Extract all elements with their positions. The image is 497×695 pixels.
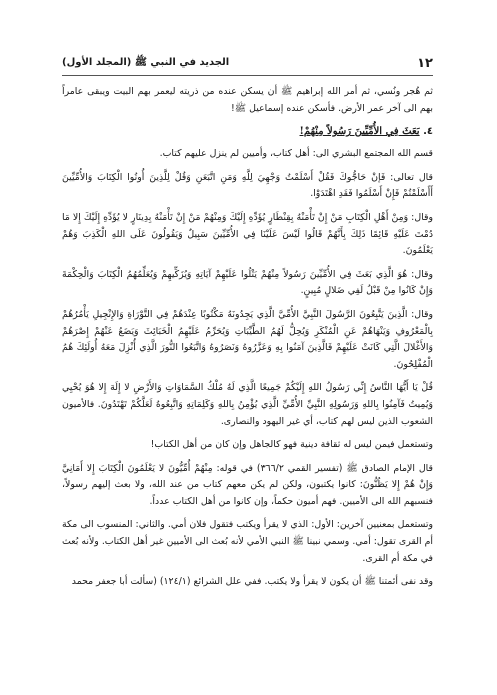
- page-number: ١٢: [417, 55, 433, 71]
- section-title: بَعَثَ فِي الأُمِّيِّينَ رَسُولاً مِنْهُمْ!: [299, 126, 420, 138]
- paragraph: قال الإمام الصادق ﷺ (تفسير القمي ٣٦٦/٢) في قوله: مِنْهُمْ أُمِّيُّونَ لا يَعْلَمُونَ الْكِتَابَ إِلا أَمَانِيَّ وَإِنْ هُمْ إِلا يَظُنُّونَ: كانوا يكتبون، ولكن لم يكن معهم كتاب من عند الله، ولا بعث إليهم رسولاً، فنسبهم الله الى الأميين. فهم أميون حكماً، وإن كانوا من أهل الكتاب عدداً.: [62, 462, 433, 507]
- paragraph: قسم الله المجتمع البشري الى: أهل كتاب، وأميين لم ينزل عليهم كتاب.: [159, 148, 433, 160]
- section-heading: [62, 124, 433, 140]
- paragraph: وقد نفى أئمتنا ﷺ أن يكون لا يقرأ ولا يكتب. ففي علل الشرائع (١٢٤/١) (سألت أبا جعفر محمد: [71, 576, 433, 588]
- paragraph: وتستعمل فيمن ليس له ثقافة دينية فهو كالجاهل وإن كان من أهل الكتاب!: [150, 439, 433, 451]
- paragraph: ثم هُجر ونُسي، ثم أمر الله إبراهيم ﷺ أن يسكن عنده من ذريته ليعمر بهم البيت ويبقى عامراً بهم الى آخر عمر الأرض. فأسكن عنده إسماعيل ﷺ!: [62, 86, 433, 114]
- paragraph: وقال: الَّذِينَ يَتَّبِعُونَ الرَّسُولَ النَّبِيَّ الأُمِّيَّ الَّذِي يَجِدُونَهُ مَكْتُوبًا عِنْدَهُمْ فِي التَّوْرَاةِ وَالإِنْجِيلِ يَأْمُرُهُمْ بِالْمَعْرُوفِ وَيَنْهَاهُمْ عَنِ الْمُنْكَرِ وَيُحِلُّ لَهُمُ الطَّيِّبَاتِ وَيُحَرِّمُ عَلَيْهِمُ الْخَبَائِثَ وَيَضَعُ عَنْهُمْ إِصْرَهُمْ وَالأَغْلالَ الَّتِي كَانَتْ عَلَيْهِمْ فَالَّذِينَ آمَنُوا بِهِ وَعَزَّرُوهُ وَنَصَرُوهُ وَاتَّبَعُوا النُّورَ الَّذِي أُنْزِلَ مَعَهُ أُولَئِكَ هُمُ الْمُفْلِحُونَ.: [62, 308, 433, 370]
- page-body: [62, 84, 433, 598]
- paragraph: وقال: هُوَ الَّذِي بَعَثَ فِي الأُمِّيِّينَ رَسُولاً مِنْهُمْ يَتْلُوا عَلَيْهِمْ آيَاتِهِ وَيُزَكِّيهِمْ وَيُعَلِّمُهُمُ الْكِتَابَ وَالْحِكْمَةَ وَإِنْ كَانُوا مِنْ قَبْلُ لَفِي ضَلالٍ مُبِينٍ.: [62, 268, 433, 297]
- header-rule: [62, 75, 433, 76]
- paragraph: وتستعمل بمعنيين آخرين: الأول: الذي لا يقرأ ويكتب فتقول فلان أمي. والثاني: المنسوب الى مكة أم القرى تقول: أمي. وسمي نبينا ﷺ النبي الأمي لأنه بُعث الى الأميين غير أهل الكتاب. ولأنه بُعث في مكة أم القرى.: [62, 519, 433, 564]
- running-header: [62, 52, 433, 74]
- paragraph: قُلْ يَا أَيُّهَا النَّاسُ إِنِّي رَسُولُ اللهِ إِلَيْكُمْ جَمِيعًا الَّذِي لَهُ مُلْكُ السَّمَاوَاتِ وَالأَرْضِ لا إِلَهَ إِلا هُوَ يُحْيِي وَيُمِيتُ فَآمِنُوا بِاللهِ وَرَسُولِهِ النَّبِيِّ الأُمِّيِّ الَّذِي يُؤْمِنُ بِاللهِ وَكَلِمَاتِهِ وَاتَّبِعُوهُ لَعَلَّكُمْ تَهْتَدُونَ. فالأميون الشعوب الذين ليس لهم كتاب، أي غير اليهود والنصارى.: [62, 382, 433, 427]
- section-number: ٤.: [423, 126, 433, 138]
- paragraph: قال تعالى: فَإنْ حَاجُّوكَ فَقُلْ أَسْلَمْتُ وَجْهِيَ لِلَّهِ وَمَنِ اتَّبَعَنِ وَقُلْ لِلَّذِينَ أُوتُوا الْكِتَابَ وَالأُمِّيِّينَ أَأَسْلَمْتُمْ فَإِنْ أَسْلَمُوا فَقَدِ اهْتَدَوْا.: [62, 171, 433, 200]
- paragraph: وقال: وَمِنْ أَهْلِ الْكِتَابِ مَنْ إِنْ تَأْمَنْهُ بِقِنْطَارٍ يُؤَدِّهِ إِلَيْكَ وَمِنْهُمْ مَنْ إِنْ تَأْمَنْهُ بِدِينَارٍ لا يُؤَدِّهِ إِلَيْكَ إِلا مَا دُمْتَ عَلَيْهِ قَائِمًا ذَلِكَ بِأَنَّهُمْ قَالُوا لَيْسَ عَلَيْنَا فِي الأُمِّيِّينَ سَبِيلٌ وَيَقُولُونَ عَلَى اللهِ الْكَذِبَ وَهُمْ يَعْلَمُونَ.: [62, 211, 433, 257]
- header-title: الجديد في النبي ﷺ (المجلد الأول): [62, 57, 230, 68]
